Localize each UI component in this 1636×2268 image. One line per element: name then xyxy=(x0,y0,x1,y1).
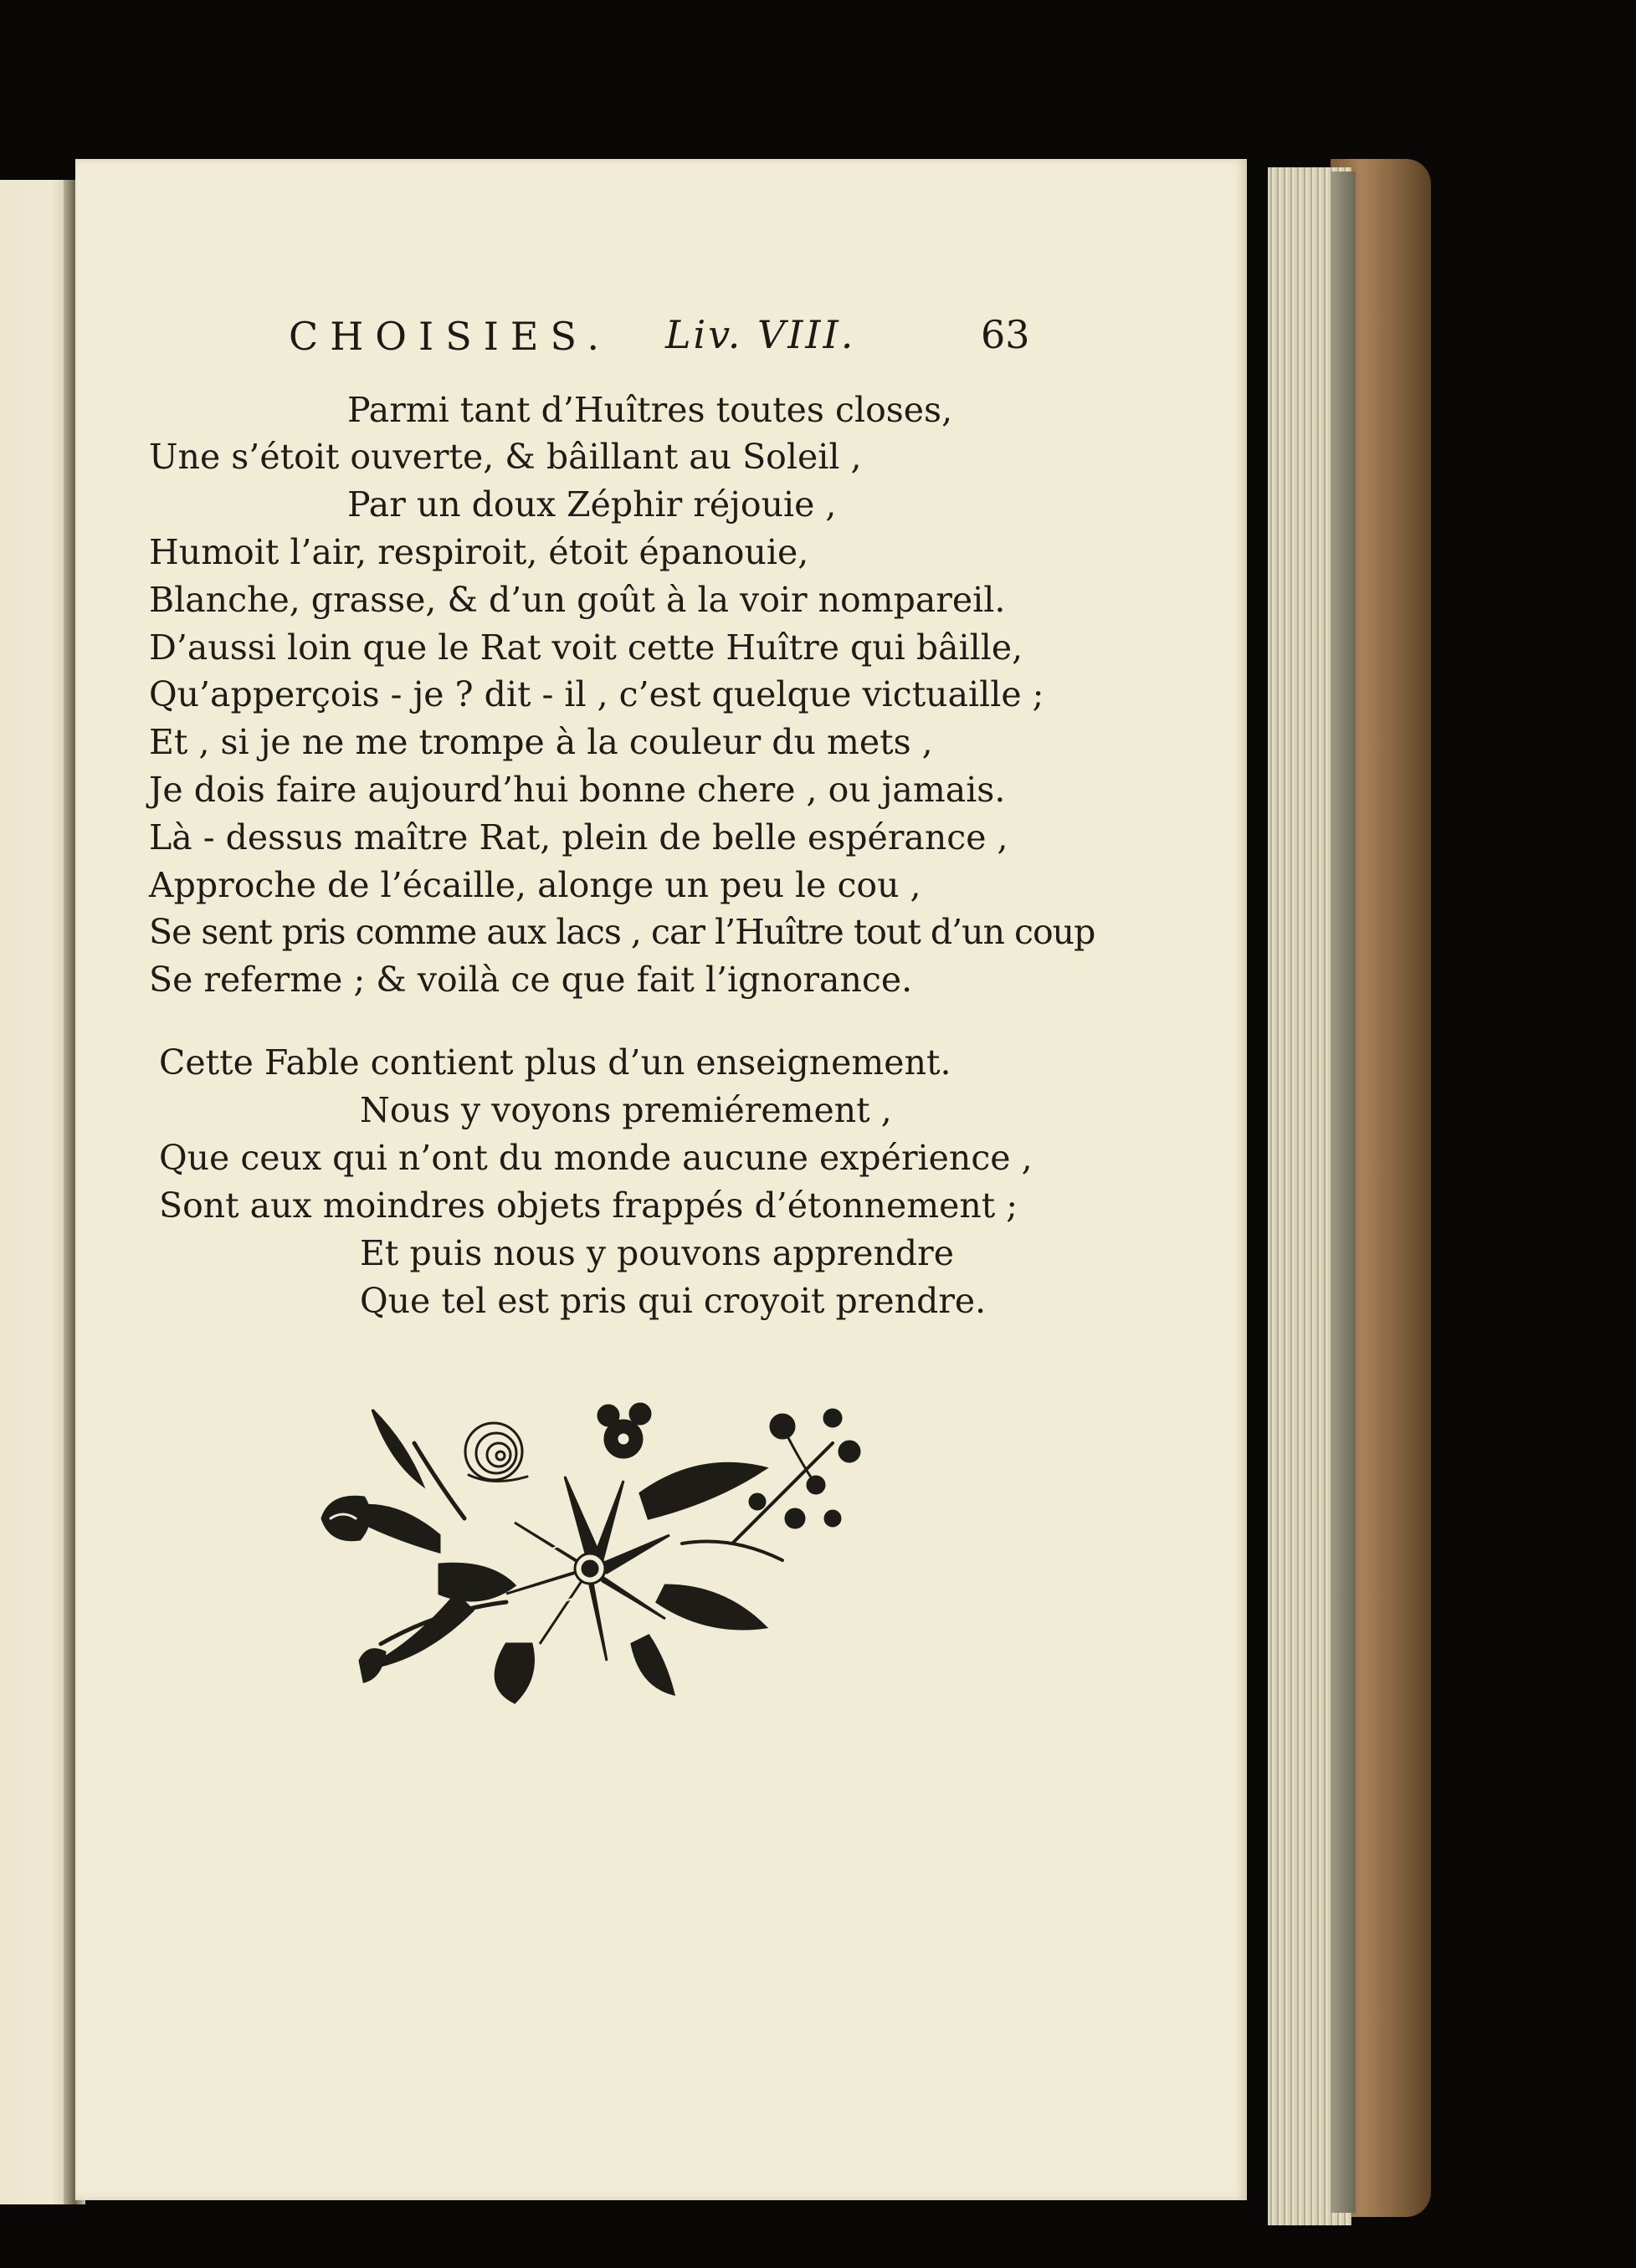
verse-line: Parmi tant d’Huîtres toutes closes, xyxy=(347,390,953,430)
verse-line: Humoit l’air, respiroit, étoit épanouie, xyxy=(149,532,809,572)
verse-line: Et , si je ne me trompe à la couleur du mets , xyxy=(149,722,933,762)
moral-line: Cette Fable contient plus d’un enseignement. xyxy=(159,1042,951,1083)
page-header xyxy=(75,314,1247,372)
moral-line: Que tel est pris qui croyoit prendre. xyxy=(360,1281,987,1321)
moral-line: Nous y voyons premiérement , xyxy=(360,1090,892,1130)
book-reference: Liv. VIII. xyxy=(665,312,856,357)
page-number: 63 xyxy=(981,312,1030,357)
verse-line: Là - dessus maître Rat, plein de belle espérance , xyxy=(149,817,1008,858)
verse-line: Par un doux Zéphir réjouie , xyxy=(347,484,837,525)
verse-line: Se sent pris comme aux lacs , car l’Huître tout d’un coup xyxy=(149,912,1095,952)
verse-line: Je dois faire aujourd’hui bonne chere , ou jamais. xyxy=(149,770,1006,810)
moral-line: Que ceux qui n’ont du monde aucune expérience , xyxy=(159,1138,1033,1178)
verse-line: Approche de l’écaille, alonge un peu le cou , xyxy=(149,865,921,905)
verse-line: Qu’apperçois - je ? dit - il , c’est quelque victuaille ; xyxy=(149,674,1044,714)
floral-ornament-icon xyxy=(314,1393,883,1711)
running-title: CHOISIES. xyxy=(289,314,611,359)
verse-line: Blanche, grasse, & d’un goût à la voir nompareil. xyxy=(149,580,1006,620)
facing-page-edge xyxy=(0,180,74,2204)
page-edges-shadow xyxy=(1331,172,1356,2213)
moral-line: Sont aux moindres objets frappés d’étonnement ; xyxy=(159,1185,1018,1226)
verse-line: D’aussi loin que le Rat voit cette Huître qui bâille, xyxy=(149,627,1023,668)
verse-line: Se referme ; & voilà ce que fait l’ignorance. xyxy=(149,960,913,1000)
verse-line: Une s’étoit ouverte, & bâillant au Soleil , xyxy=(149,437,862,477)
book-page xyxy=(75,159,1247,2200)
moral-line: Et puis nous y pouvons apprendre xyxy=(360,1233,955,1273)
